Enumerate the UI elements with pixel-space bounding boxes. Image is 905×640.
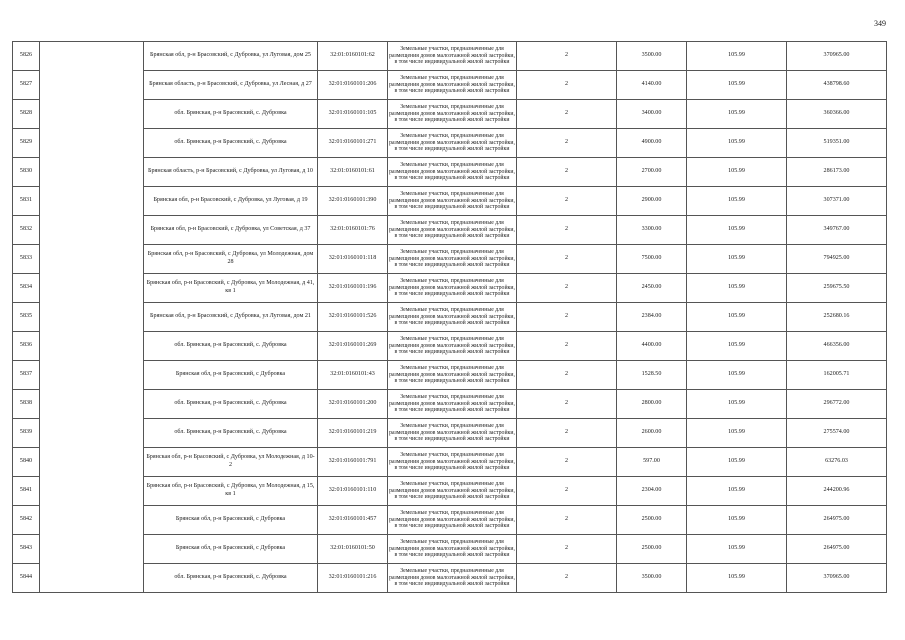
cadastral-number-cell: 32:01:0160101:61 (318, 158, 388, 187)
table-row (13, 535, 887, 564)
address-cell: Брянская обл, р-н Брасовский, с Дубровка, ул Молодежная, д 41, кв 1 (144, 274, 318, 303)
cadastral-number-cell: 32:01:0160101:526 (318, 303, 388, 332)
cadastral-value-cell: 360366.00 (787, 100, 887, 129)
group-code-cell: 2 (517, 564, 617, 593)
cadastral-value-cell: 519351.00 (787, 129, 887, 158)
row-number-cell: 5841 (13, 477, 40, 506)
land-purpose-cell: Земельные участки, предназначенные для размещения домов малоэтажной жилой застройки, в том числе индивидуальной жилой застройки (388, 216, 517, 245)
group-code-cell: 2 (517, 390, 617, 419)
land-purpose-cell: Земельные участки, предназначенные для размещения домов малоэтажной жилой застройки, в том числе индивидуальной жилой застройки (388, 419, 517, 448)
row-number-cell: 5833 (13, 245, 40, 274)
table-row (13, 129, 887, 158)
cadastral-value-cell: 244200.96 (787, 477, 887, 506)
specific-value-cell: 105.99 (687, 332, 787, 361)
row-number-cell: 5842 (13, 506, 40, 535)
cadastral-number-cell: 32:01:0160101:269 (318, 332, 388, 361)
address-cell: Брянская область, р-н Брасовский, с Дубровка, ул Луговая, д 10 (144, 158, 318, 187)
cadastral-number-cell: 32:01:0160101:43 (318, 361, 388, 390)
table-row (13, 100, 887, 129)
cadastral-number-cell: 32:01:0160101:200 (318, 390, 388, 419)
specific-value-cell: 105.99 (687, 477, 787, 506)
land-purpose-cell: Земельные участки, предназначенные для размещения домов малоэтажной жилой застройки, в том числе индивидуальной жилой застройки (388, 274, 517, 303)
cadastral-value-cell: 794925.00 (787, 245, 887, 274)
land-purpose-cell: Земельные участки, предназначенные для размещения домов малоэтажной жилой застройки, в том числе индивидуальной жилой застройки (388, 448, 517, 477)
group-code-cell: 2 (517, 245, 617, 274)
group-code-cell: 2 (517, 448, 617, 477)
group-code-cell: 2 (517, 187, 617, 216)
area-cell: 2450.00 (617, 274, 687, 303)
specific-value-cell: 105.99 (687, 71, 787, 100)
table-row (13, 477, 887, 506)
specific-value-cell: 105.99 (687, 361, 787, 390)
cadastral-number-cell: 32:01:0160101:216 (318, 564, 388, 593)
address-cell: обл. Брянская, р-н Брасовский, с. Дубровка (144, 564, 318, 593)
table-row (13, 564, 887, 593)
group-code-cell: 2 (517, 303, 617, 332)
row-number-cell: 5839 (13, 419, 40, 448)
cadastral-number-cell: 32:01:0160101:110 (318, 477, 388, 506)
spacer-cell (40, 129, 144, 158)
cadastral-number-cell: 32:01:0160101:50 (318, 535, 388, 564)
land-purpose-cell: Земельные участки, предназначенные для размещения домов малоэтажной жилой застройки, в том числе индивидуальной жилой застройки (388, 42, 517, 71)
cadastral-value-cell: 162005.71 (787, 361, 887, 390)
area-cell: 2600.00 (617, 419, 687, 448)
registry-body (13, 42, 887, 593)
cadastral-number-cell: 32:01:0160101:196 (318, 274, 388, 303)
cadastral-value-cell: 252680.16 (787, 303, 887, 332)
cadastral-number-cell: 32:01:0160101:62 (318, 42, 388, 71)
specific-value-cell: 105.99 (687, 274, 787, 303)
land-purpose-cell: Земельные участки, предназначенные для размещения домов малоэтажной жилой застройки, в том числе индивидуальной жилой застройки (388, 390, 517, 419)
spacer-cell (40, 71, 144, 100)
table-row (13, 274, 887, 303)
spacer-cell (40, 187, 144, 216)
cadastral-value-cell: 286173.00 (787, 158, 887, 187)
row-number-cell: 5843 (13, 535, 40, 564)
group-code-cell: 2 (517, 129, 617, 158)
land-purpose-cell: Земельные участки, предназначенные для размещения домов малоэтажной жилой застройки, в том числе индивидуальной жилой застройки (388, 506, 517, 535)
cadastral-value-cell: 264975.00 (787, 506, 887, 535)
group-code-cell: 2 (517, 216, 617, 245)
spacer-cell (40, 274, 144, 303)
cadastral-value-cell: 349767.00 (787, 216, 887, 245)
address-cell: Брянская обл, р-н Брасовский, с Дубровка (144, 361, 318, 390)
specific-value-cell: 105.99 (687, 42, 787, 71)
specific-value-cell: 105.99 (687, 419, 787, 448)
cadastral-number-cell: 32:01:0160101:206 (318, 71, 388, 100)
specific-value-cell: 105.99 (687, 245, 787, 274)
group-code-cell: 2 (517, 71, 617, 100)
area-cell: 7500.00 (617, 245, 687, 274)
row-number-cell: 5835 (13, 303, 40, 332)
row-number-cell: 5828 (13, 100, 40, 129)
specific-value-cell: 105.99 (687, 390, 787, 419)
specific-value-cell: 105.99 (687, 564, 787, 593)
spacer-cell (40, 419, 144, 448)
address-cell: Брянская обл, р-н Брасовский, с Дубровка (144, 535, 318, 564)
cadastral-number-cell: 32:01:0160101:791 (318, 448, 388, 477)
area-cell: 4400.00 (617, 332, 687, 361)
specific-value-cell: 105.99 (687, 187, 787, 216)
table-row (13, 419, 887, 448)
area-cell: 4140.00 (617, 71, 687, 100)
area-cell: 597.00 (617, 448, 687, 477)
land-purpose-cell: Земельные участки, предназначенные для размещения домов малоэтажной жилой застройки, в том числе индивидуальной жилой застройки (388, 158, 517, 187)
row-number-cell: 5832 (13, 216, 40, 245)
cadastral-number-cell: 32:01:0160101:118 (318, 245, 388, 274)
spacer-cell (40, 506, 144, 535)
row-number-cell: 5831 (13, 187, 40, 216)
address-cell: обл. Брянская, р-н Брасовский, с. Дубровка (144, 129, 318, 158)
area-cell: 2700.00 (617, 158, 687, 187)
specific-value-cell: 105.99 (687, 535, 787, 564)
area-cell: 2500.00 (617, 506, 687, 535)
land-purpose-cell: Земельные участки, предназначенные для размещения домов малоэтажной жилой застройки, в том числе индивидуальной жилой застройки (388, 332, 517, 361)
address-cell: обл. Брянская, р-н Брасовский, с. Дубровка (144, 100, 318, 129)
specific-value-cell: 105.99 (687, 129, 787, 158)
address-cell: Брянская обл, р-н Брасовский, с Дубровка, ул Луговая, дом 25 (144, 42, 318, 71)
spacer-cell (40, 158, 144, 187)
specific-value-cell: 105.99 (687, 506, 787, 535)
row-number-cell: 5836 (13, 332, 40, 361)
cadastral-number-cell: 32:01:0160101:105 (318, 100, 388, 129)
address-cell: Брянская обл, р-н Брасовский, с Дубровка, ул Молодежная, д 15, кв 1 (144, 477, 318, 506)
table-row (13, 361, 887, 390)
area-cell: 3300.00 (617, 216, 687, 245)
area-cell: 3500.00 (617, 42, 687, 71)
group-code-cell: 2 (517, 506, 617, 535)
land-purpose-cell: Земельные участки, предназначенные для размещения домов малоэтажной жилой застройки, в том числе индивидуальной жилой застройки (388, 361, 517, 390)
spacer-cell (40, 100, 144, 129)
area-cell: 4900.00 (617, 129, 687, 158)
address-cell: обл. Брянская, р-н Брасовский, с. Дубровка (144, 419, 318, 448)
spacer-cell (40, 303, 144, 332)
table-row (13, 158, 887, 187)
group-code-cell: 2 (517, 274, 617, 303)
row-number-cell: 5827 (13, 71, 40, 100)
row-number-cell: 5844 (13, 564, 40, 593)
row-number-cell: 5830 (13, 158, 40, 187)
address-cell: Брянская обл, р-н Брасовский, с Дубровка, ул Луговая, дом 21 (144, 303, 318, 332)
address-cell: Брянская обл, р-н Брасовский, с Дубровка, ул Луговая, д 19 (144, 187, 318, 216)
group-code-cell: 2 (517, 535, 617, 564)
area-cell: 3500.00 (617, 564, 687, 593)
address-cell: Брянская обл, р-н Брасовский, с Дубровка, ул Советская, д 37 (144, 216, 318, 245)
cadastral-value-cell: 370965.00 (787, 564, 887, 593)
specific-value-cell: 105.99 (687, 303, 787, 332)
land-purpose-cell: Земельные участки, предназначенные для размещения домов малоэтажной жилой застройки, в том числе индивидуальной жилой застройки (388, 245, 517, 274)
table-row (13, 42, 887, 71)
spacer-cell (40, 535, 144, 564)
table-row (13, 187, 887, 216)
table-row (13, 390, 887, 419)
group-code-cell: 2 (517, 361, 617, 390)
cadastral-value-cell: 466356.00 (787, 332, 887, 361)
spacer-cell (40, 245, 144, 274)
row-number-cell: 5837 (13, 361, 40, 390)
specific-value-cell: 105.99 (687, 100, 787, 129)
cadastral-value-cell: 63276.03 (787, 448, 887, 477)
cadastral-value-cell: 275574.00 (787, 419, 887, 448)
land-purpose-cell: Земельные участки, предназначенные для размещения домов малоэтажной жилой застройки, в том числе индивидуальной жилой застройки (388, 71, 517, 100)
address-cell: Брянская обл, р-н Брасовский, с Дубровка, ул Молодежная, дом 28 (144, 245, 318, 274)
address-cell: обл. Брянская, р-н Брасовский, с. Дубровка (144, 332, 318, 361)
spacer-cell (40, 216, 144, 245)
area-cell: 2800.00 (617, 390, 687, 419)
group-code-cell: 2 (517, 100, 617, 129)
cadastral-value-cell: 438798.60 (787, 71, 887, 100)
table-row (13, 216, 887, 245)
cadastral-value-cell: 259675.50 (787, 274, 887, 303)
land-purpose-cell: Земельные участки, предназначенные для размещения домов малоэтажной жилой застройки, в том числе индивидуальной жилой застройки (388, 477, 517, 506)
address-cell: обл. Брянская, р-н Брасовский, с. Дубровка (144, 390, 318, 419)
row-number-cell: 5834 (13, 274, 40, 303)
area-cell: 3400.00 (617, 100, 687, 129)
cadastral-value-cell: 264975.00 (787, 535, 887, 564)
cadastral-value-cell: 370965.00 (787, 42, 887, 71)
address-cell: Брянская область, р-н Брасовский, с Дубровка, ул Лесная, д 27 (144, 71, 318, 100)
row-number-cell: 5826 (13, 42, 40, 71)
cadastral-value-cell: 307371.00 (787, 187, 887, 216)
specific-value-cell: 105.99 (687, 448, 787, 477)
spacer-cell (40, 448, 144, 477)
page-number: 349 (874, 19, 886, 28)
spacer-cell (40, 477, 144, 506)
row-number-cell: 5840 (13, 448, 40, 477)
land-purpose-cell: Земельные участки, предназначенные для размещения домов малоэтажной жилой застройки, в том числе индивидуальной жилой застройки (388, 535, 517, 564)
table-row (13, 448, 887, 477)
group-code-cell: 2 (517, 158, 617, 187)
spacer-cell (40, 390, 144, 419)
area-cell: 2384.00 (617, 303, 687, 332)
address-cell: Брянская обл, р-н Брасовский, с Дубровка (144, 506, 318, 535)
table-row (13, 506, 887, 535)
cadastral-value-cell: 296772.00 (787, 390, 887, 419)
land-purpose-cell: Земельные участки, предназначенные для размещения домов малоэтажной жилой застройки, в том числе индивидуальной жилой застройки (388, 129, 517, 158)
area-cell: 2304.00 (617, 477, 687, 506)
area-cell: 2900.00 (617, 187, 687, 216)
table-row (13, 332, 887, 361)
group-code-cell: 2 (517, 42, 617, 71)
table-row (13, 303, 887, 332)
specific-value-cell: 105.99 (687, 216, 787, 245)
cadastral-number-cell: 32:01:0160101:219 (318, 419, 388, 448)
spacer-cell (40, 42, 144, 71)
table-row (13, 245, 887, 274)
land-purpose-cell: Земельные участки, предназначенные для размещения домов малоэтажной жилой застройки, в том числе индивидуальной жилой застройки (388, 303, 517, 332)
spacer-cell (40, 361, 144, 390)
land-purpose-cell: Земельные участки, предназначенные для размещения домов малоэтажной жилой застройки, в том числе индивидуальной жилой застройки (388, 564, 517, 593)
row-number-cell: 5838 (13, 390, 40, 419)
cadastral-number-cell: 32:01:0160101:76 (318, 216, 388, 245)
specific-value-cell: 105.99 (687, 158, 787, 187)
area-cell: 1528.50 (617, 361, 687, 390)
land-purpose-cell: Земельные участки, предназначенные для размещения домов малоэтажной жилой застройки, в том числе индивидуальной жилой застройки (388, 100, 517, 129)
address-cell: Брянская обл, р-н Брасовский, с Дубровка, ул Молодежная, д 10-2 (144, 448, 318, 477)
group-code-cell: 2 (517, 477, 617, 506)
row-number-cell: 5829 (13, 129, 40, 158)
group-code-cell: 2 (517, 419, 617, 448)
area-cell: 2500.00 (617, 535, 687, 564)
cadastral-number-cell: 32:01:0160101:457 (318, 506, 388, 535)
cadastral-registry-table (12, 41, 887, 593)
spacer-cell (40, 564, 144, 593)
cadastral-number-cell: 32:01:0160101:390 (318, 187, 388, 216)
cadastral-number-cell: 32:01:0160101:271 (318, 129, 388, 158)
land-purpose-cell: Земельные участки, предназначенные для размещения домов малоэтажной жилой застройки, в том числе индивидуальной жилой застройки (388, 187, 517, 216)
spacer-cell (40, 332, 144, 361)
table-row (13, 71, 887, 100)
group-code-cell: 2 (517, 332, 617, 361)
